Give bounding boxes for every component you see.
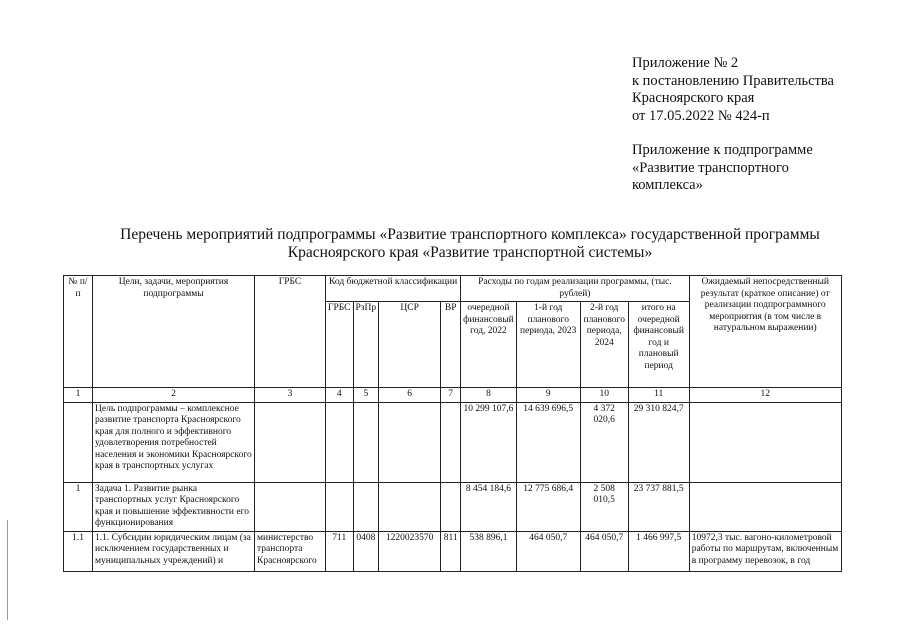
row-y2024: 2 508 010,5 <box>580 482 628 531</box>
header-exp-2024: 2-й год планового периода, 2024 <box>580 302 628 388</box>
header-kbk-rzpr: РзПр <box>353 302 379 388</box>
row-y2023: 14 639 696,5 <box>516 402 580 482</box>
row-num: 1.1 <box>64 531 93 571</box>
appendix-header <box>632 55 834 195</box>
appendix-line: комплекса» <box>632 177 703 193</box>
column-number: 2 <box>93 388 255 403</box>
appendix-line: Красноярского края <box>632 90 755 106</box>
row-y2022: 10 299 107,6 <box>461 402 517 482</box>
header-kbk-vr: ВР <box>441 302 461 388</box>
appendix-line: к постановлению Правительства <box>632 72 834 89</box>
header-expenses: Расходы по годам реализации программы, (тыс. рублей) <box>461 276 690 302</box>
column-number: 12 <box>689 388 841 403</box>
row-csr: 1220023570 <box>379 531 441 571</box>
appendix-line: Приложение к подпрограмме <box>632 142 813 158</box>
row-kbk-grbs: 711 <box>326 531 354 571</box>
row-rzpr <box>353 482 379 531</box>
column-number: 4 <box>326 388 354 403</box>
row-num <box>64 402 93 482</box>
row-vr <box>441 402 461 482</box>
row-name: Задача 1. Развитие рынка транспортных услуг Красноярского края и повышение эффективности его функционирования <box>93 482 255 531</box>
header-result: Ожидаемый непосредственный результат (краткое описание) от реализации подпрограммного мероприятия (в том числе в натуральном выражении) <box>689 276 841 388</box>
appendix-line: Приложение № 2 <box>632 55 739 71</box>
header-kbk: Код бюджетной классификации <box>326 276 461 302</box>
column-number: 10 <box>580 388 628 403</box>
row-total: 29 310 824,7 <box>628 402 689 482</box>
row-y2023: 464 050,7 <box>516 531 580 571</box>
row-grbs <box>255 402 326 482</box>
row-total: 1 466 997,5 <box>628 531 689 571</box>
header-exp-2023: 1-й год планового периода, 2023 <box>516 302 580 388</box>
row-rzpr: 0408 <box>353 531 379 571</box>
header-kbk-csr: ЦСР <box>379 302 441 388</box>
title-line: Перечень мероприятий подпрограммы «Развитие транспортного комплекса» государственной программы <box>120 226 820 243</box>
row-name: Цель подпрограммы – комплексное развитие транспорта Красноярского края для полного и эффективного удовлетворения потребностей населения и экономики Красноярского края в транспортных услугах <box>93 402 255 482</box>
header-exp-total: итого на очередной финансовый год и плановый период <box>628 302 689 388</box>
row-vr: 811 <box>441 531 461 571</box>
row-result <box>689 402 841 482</box>
header-row <box>64 276 842 302</box>
row-name: 1.1. Субсидии юридическим лицам (за исключением государственных и муниципальных учреждений) и <box>93 531 255 571</box>
column-number: 8 <box>461 388 517 403</box>
scan-margin-line <box>7 520 8 620</box>
row-y2022: 538 896,1 <box>461 531 517 571</box>
row-grbs <box>255 482 326 531</box>
table-row <box>64 531 842 571</box>
row-y2024: 4 372 020,6 <box>580 402 628 482</box>
row-kbk-grbs <box>326 482 354 531</box>
column-number: 3 <box>255 388 326 403</box>
column-number-row <box>64 388 842 403</box>
title-line: Красноярского края «Развитие транспортной системы» <box>287 244 653 261</box>
row-csr <box>379 482 441 531</box>
column-number: 5 <box>353 388 379 403</box>
column-number: 11 <box>628 388 689 403</box>
header-exp-2022: очередной финансовый год, 2022 <box>461 302 517 388</box>
row-grbs: министерство транспорта Красноярского <box>255 531 326 571</box>
column-number: 1 <box>64 388 93 403</box>
table-row <box>64 482 842 531</box>
row-y2024: 464 050,7 <box>580 531 628 571</box>
header-kbk-grbs: ГРБС <box>326 302 354 388</box>
header-goals: Цели, задачи, мероприятия подпрограммы <box>93 276 255 388</box>
row-num: 1 <box>64 482 93 531</box>
header-num: № п/п <box>64 276 93 388</box>
row-y2022: 8 454 184,6 <box>461 482 517 531</box>
row-rzpr <box>353 402 379 482</box>
document-title <box>60 226 880 262</box>
header-grbs: ГРБС <box>255 276 326 388</box>
row-kbk-grbs <box>326 402 354 482</box>
row-vr <box>441 482 461 531</box>
table-row <box>64 402 842 482</box>
row-result: 10972,3 тыс. вагоно-километровой работы по маршрутам, включенным в программу перевозок, в год <box>689 531 841 571</box>
row-total: 23 737 881,5 <box>628 482 689 531</box>
row-csr <box>379 402 441 482</box>
row-y2023: 12 775 686,4 <box>516 482 580 531</box>
column-number: 7 <box>441 388 461 403</box>
column-number: 9 <box>516 388 580 403</box>
appendix-line: от 17.05.2022 № 424-п <box>632 107 770 124</box>
column-number: 6 <box>379 388 441 403</box>
appendix-line: «Развитие транспортного <box>632 159 789 176</box>
row-result <box>689 482 841 531</box>
measures-table <box>63 275 842 572</box>
